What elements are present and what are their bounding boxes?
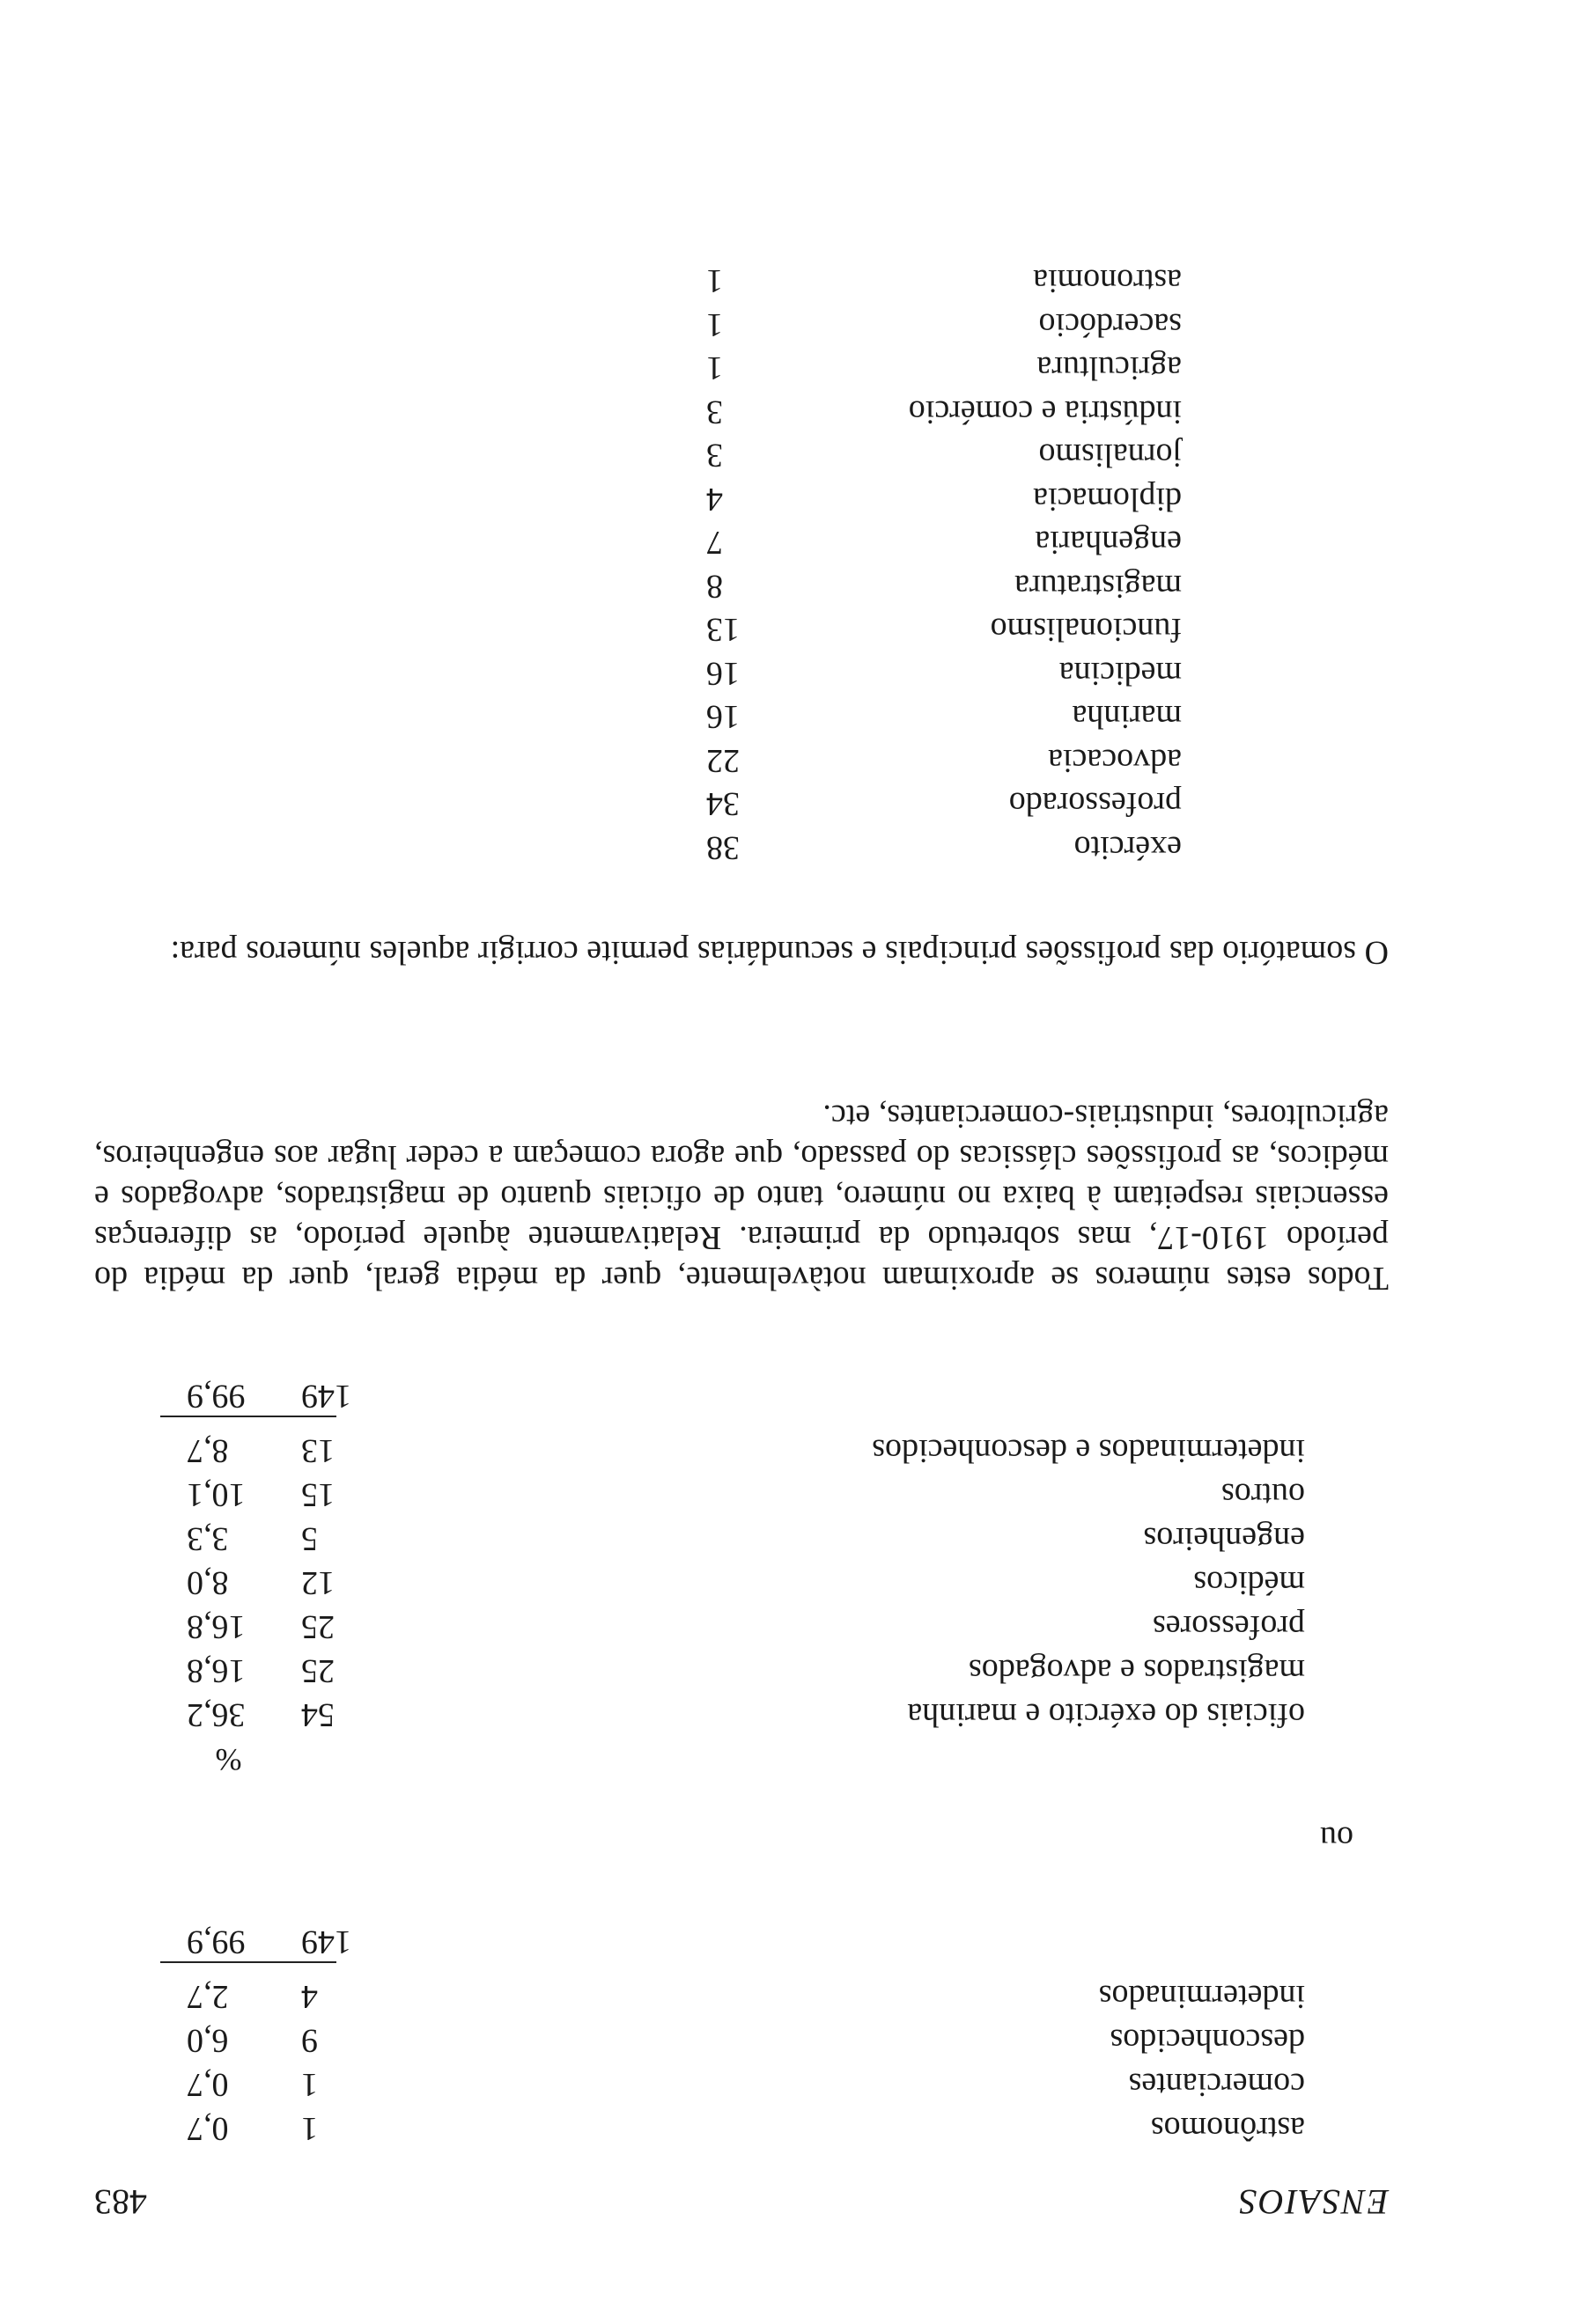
row-label: magistratura <box>1014 568 1182 605</box>
total-percent: 99,9 <box>187 1378 246 1415</box>
row-percent: 8,0 <box>187 1564 229 1601</box>
total-percent: 99,9 <box>187 1923 246 1960</box>
percent-header-row <box>160 1734 1305 1778</box>
row-percent: 8,7 <box>187 1432 229 1469</box>
row-percent: 2,7 <box>187 1978 229 2015</box>
table-row <box>160 1470 1305 1514</box>
total-count: 149 <box>301 1923 351 1960</box>
row-label: marinha <box>1072 698 1182 736</box>
row-count: 1 <box>706 306 723 343</box>
profession-summary-table <box>160 1364 1305 1778</box>
row-percent: 16,8 <box>187 1652 246 1689</box>
table-row <box>160 2016 1305 2060</box>
table-row <box>160 1558 1305 1602</box>
row-count: 1 <box>706 262 723 300</box>
table-row <box>160 1602 1305 1646</box>
table-row <box>160 1514 1305 1558</box>
row-count: 7 <box>706 524 723 562</box>
row-label: indústria e comércio <box>908 393 1182 430</box>
row-percent: 36,2 <box>187 1696 246 1733</box>
row-label: professores <box>1152 1608 1305 1645</box>
row-label: comerciantes <box>1128 2066 1305 2103</box>
table-row <box>653 388 1182 432</box>
row-count: 13 <box>301 1432 335 1469</box>
row-count: 25 <box>301 1608 335 1645</box>
row-percent: 6,0 <box>187 2022 229 2059</box>
row-label: indeterminados e desconhecidos <box>872 1432 1305 1469</box>
row-label: engenheiros <box>1143 1520 1305 1557</box>
row-label: engenharia <box>1035 524 1182 562</box>
row-label: magistrados e advogados <box>968 1652 1305 1689</box>
row-count: 13 <box>706 611 740 649</box>
row-count: 5 <box>301 1520 318 1557</box>
row-count: 3 <box>706 437 723 474</box>
row-label: agricultura <box>1036 349 1182 387</box>
table-row <box>160 1426 1305 1470</box>
row-count: 15 <box>301 1476 335 1513</box>
row-count: 1 <box>301 2110 318 2147</box>
table-row <box>160 2060 1305 2104</box>
table-row <box>160 1646 1305 1690</box>
row-percent: 10,1 <box>187 1476 246 1513</box>
row-count: 4 <box>706 481 723 518</box>
body-paragraph: Todos estes números se aproximam notàvelmente, quer da média geral, quer da média do período 1910-17, mas sobretudo da primeira. Relativamente àquele período, as diferenças essenciais respeitam à baixa no número, tanto de oficiais quanto de magistrados, advogados e médicos, as profissões clássicas do passado, que agora começam a ceder lugar aos engenheiros, agricultores, industriais-comerciantes, etc. <box>94 1098 1389 1297</box>
row-count: 9 <box>301 2022 318 2059</box>
row-count: 38 <box>706 829 740 866</box>
table-row <box>160 1690 1305 1734</box>
page-header <box>94 2179 1389 2223</box>
table-row <box>653 431 1182 475</box>
total-count: 149 <box>301 1378 351 1415</box>
table-row <box>653 563 1182 607</box>
sum-rule <box>160 1416 336 1417</box>
row-label: astrônomos <box>1150 2110 1305 2147</box>
row-count: 12 <box>301 1564 335 1601</box>
separator-word: ou <box>1320 1820 1353 1857</box>
row-count: 1 <box>301 2066 318 2103</box>
row-count: 1 <box>706 349 723 387</box>
row-count: 16 <box>706 698 740 736</box>
corrected-profession-table <box>653 257 1182 867</box>
profession-table-continued <box>160 1910 1305 2148</box>
row-label: médicos <box>1193 1564 1305 1601</box>
row-label: outros <box>1221 1476 1305 1513</box>
table-row <box>160 2104 1305 2148</box>
totals-row <box>160 1364 1305 1426</box>
row-percent: 16,8 <box>187 1608 246 1645</box>
row-count: 22 <box>706 742 740 779</box>
row-percent: 0,7 <box>187 2066 229 2103</box>
running-title: ENSAIOS <box>1237 2182 1389 2222</box>
row-label: oficiais do exército e marinha <box>907 1696 1305 1733</box>
row-count: 8 <box>706 568 723 605</box>
table-row <box>653 475 1182 519</box>
table-row <box>653 737 1182 781</box>
row-label: professorado <box>1008 785 1182 823</box>
table-row <box>653 257 1182 301</box>
row-count: 4 <box>301 1978 318 2015</box>
percent-header: % <box>215 1742 242 1777</box>
row-label: funcionalismo <box>990 611 1182 649</box>
row-label: advocacia <box>1048 742 1182 779</box>
row-count: 54 <box>301 1696 335 1733</box>
table-row <box>653 693 1182 737</box>
body-paragraph: O somatório das profissões principais e secundárias permite corrigir aqueles números para: <box>170 934 1389 971</box>
row-label: astronomia <box>1033 262 1182 300</box>
table-row <box>653 780 1182 824</box>
table-row <box>653 650 1182 694</box>
table-row <box>653 824 1182 868</box>
row-count: 34 <box>706 785 740 823</box>
table-row <box>653 344 1182 388</box>
row-label: desconhecidos <box>1110 2022 1305 2059</box>
row-label: jornalismo <box>1038 437 1182 474</box>
row-label: exército <box>1073 829 1182 866</box>
page-number: 483 <box>94 2182 147 2222</box>
table-row <box>653 518 1182 563</box>
sum-rule <box>160 1961 336 1963</box>
table-row <box>653 606 1182 650</box>
row-label: medicina <box>1058 655 1182 692</box>
row-label: diplomacia <box>1033 481 1182 518</box>
row-count: 16 <box>706 655 740 692</box>
row-count: 25 <box>301 1652 335 1689</box>
table-row <box>160 1972 1305 2016</box>
totals-row <box>160 1910 1305 1972</box>
row-percent: 3,3 <box>187 1520 229 1557</box>
table-row <box>653 301 1182 345</box>
row-label: indeterminados <box>1098 1978 1305 2015</box>
row-label: sacerdócio <box>1038 306 1182 343</box>
row-percent: 0,7 <box>187 2110 229 2147</box>
row-count: 3 <box>706 393 723 430</box>
